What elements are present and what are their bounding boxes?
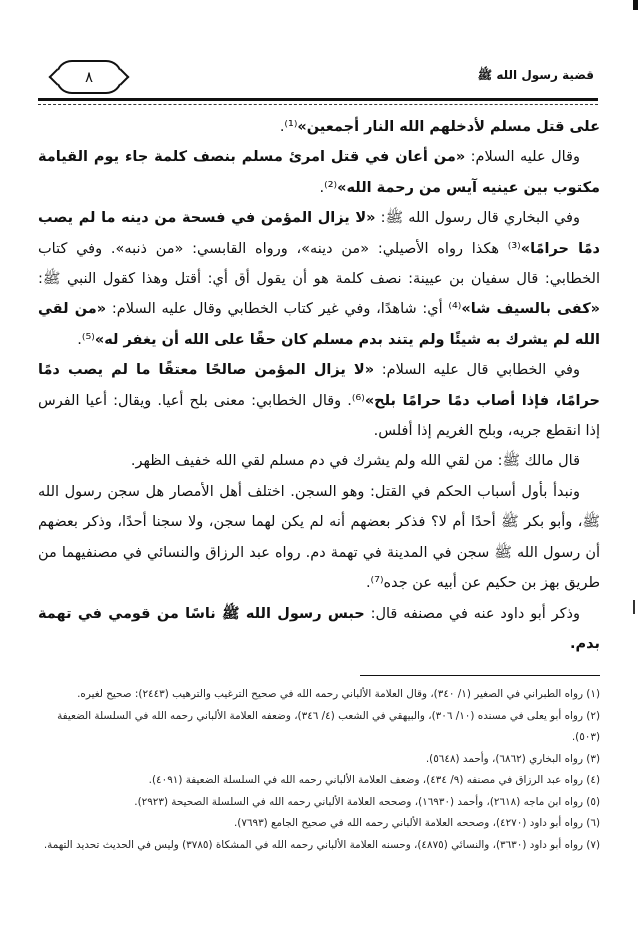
running-title: قضية رسول الله ﷺ xyxy=(477,68,594,82)
paragraph: على قتل مسلم لأدخلهم الله النار أجمعين»⁽¹⁾. xyxy=(279,119,600,135)
header-rule xyxy=(38,98,598,101)
paragraph: قال مالك ﷺ: من لقي الله ولم يشرك في دم مسلم لقي الله خفيف الظهر. xyxy=(130,453,580,470)
footnote: (٦) رواه أبو داود (٤٢٧٠)، وصححه العلامة الألباني رحمه الله في صحيح الجامع (٧٦٩٣). xyxy=(233,817,600,829)
footnote: (١) رواه الطبراني في الصغير (١/ ٣٤٠)، وقال العلامة الألباني رحمه الله في صحيح الترغيب والترهيب (٢٤٤٣): صحيح لغيره. xyxy=(77,688,600,700)
footnote: (٥) رواه ابن ماجه (٢٦١٨)، وأحمد (١٦٩٣٠)، وصححه العلامة الألباني رحمه الله في السلسلة الصحيحة (٢٩٢٣). xyxy=(134,795,600,808)
paragraph: وذكر أبو داود عنه في مصنفه قال: حبس رسول الله ﷺ ناسًا من قومي في تهمة بدم. xyxy=(38,605,600,652)
main-text xyxy=(38,112,600,659)
scan-artifact xyxy=(633,600,635,614)
page-number-badge xyxy=(56,60,122,94)
paragraph: وقال عليه السلام: «من أعان في قتل امرئ مسلم بنصف كلمة جاء يوم القيامة مكتوب بين عينيه آيس من رحمة الله»⁽²⁾. xyxy=(38,149,600,196)
scan-artifact xyxy=(633,0,638,10)
footnote: (٤) رواه عبد الرزاق في مصنفه (٩/ ٤٣٤)، وضعف العلامة الألباني رحمه الله في السلسلة الضعيفة (٤٠٩١). xyxy=(148,774,600,786)
footnote: (٢) رواه أبو يعلى في مسنده (١٠/ ٣٠٦)، والبيهقي في الشعب (٤/ ٣٤٦)، وضعفه العلامة الألباني رحمه الله في السلسلة الضعيفة (٥٠٣). xyxy=(57,709,600,743)
paragraph: وفي الخطابي قال عليه السلام: «لا يزال المؤمن صالحًا معتقًا ما لم يصب دمًا حرامًا، فإذا أصاب دمًا حرامًا بلح»⁽⁶⁾. وقال الخطابي: معنى بلح أعيا. ويقال: أعيا الفرس إذا انقطع جريه، وبلح الغريم إذا أفلس. xyxy=(38,362,600,440)
footnote: (٧) رواه أبو داود (٣٦٣٠)، والنسائي (٤٨٧٥)، وحسنه العلامة الألباني رحمه الله في المشكاة (٣٧٨٥) وليس في الحديث تحديد التهمة. xyxy=(43,838,600,851)
paragraph: ونبدأ بأول أسباب الحكم في القتل: وهو السجن. اختلف أهل الأمصار هل سجن رسول الله ﷺ، وأبو بكر ﷺ أحدًا أم لا؟ فذكر بعضهم أنه لم يكن لهما سجن، ولا سجنا أحدًا، وذكر بعضهم أن رسول الله ﷺ سجن في المدينة في تهمة دم. رواه عبد الرزاق والنسائي في مصنفيهما من طريق بهز بن حكيم عن أبيه عن جده⁽⁷⁾. xyxy=(38,483,600,592)
footnote-separator xyxy=(360,675,600,676)
paragraph: وفي البخاري قال رسول الله ﷺ: «لا يزال المؤمن في فسحة من دينه ما لم يصب دمًا حرامًا»⁽³⁾ هكذا رواه الأصيلي: «من دينه»، ورواه القابسي: «من ذنبه». وفي كتاب الخطابي: قال سفيان بن عيينة: نصف كلمة هو أن يقول أق أي: أقتل وهذا كقول النبي ﷺ: «كفى بالسيف شا»⁽⁴⁾ أي: شاهدًا، وفي غير كتاب الخطابي وقال عليه السلام: «من لقي الله لم يشرك به شيئًا ولم يتند بدم مسلم كان حقًا على الله أن يغفر له»⁽⁵⁾. xyxy=(38,210,600,348)
page-number: ٨ xyxy=(84,68,94,86)
footnotes xyxy=(38,684,600,856)
header-rule-dashed xyxy=(38,104,598,105)
footnote: (٣) رواه البخاري (٦٨٦٢)، وأحمد (٥٦٤٨). xyxy=(425,752,600,765)
page-header xyxy=(38,58,598,102)
